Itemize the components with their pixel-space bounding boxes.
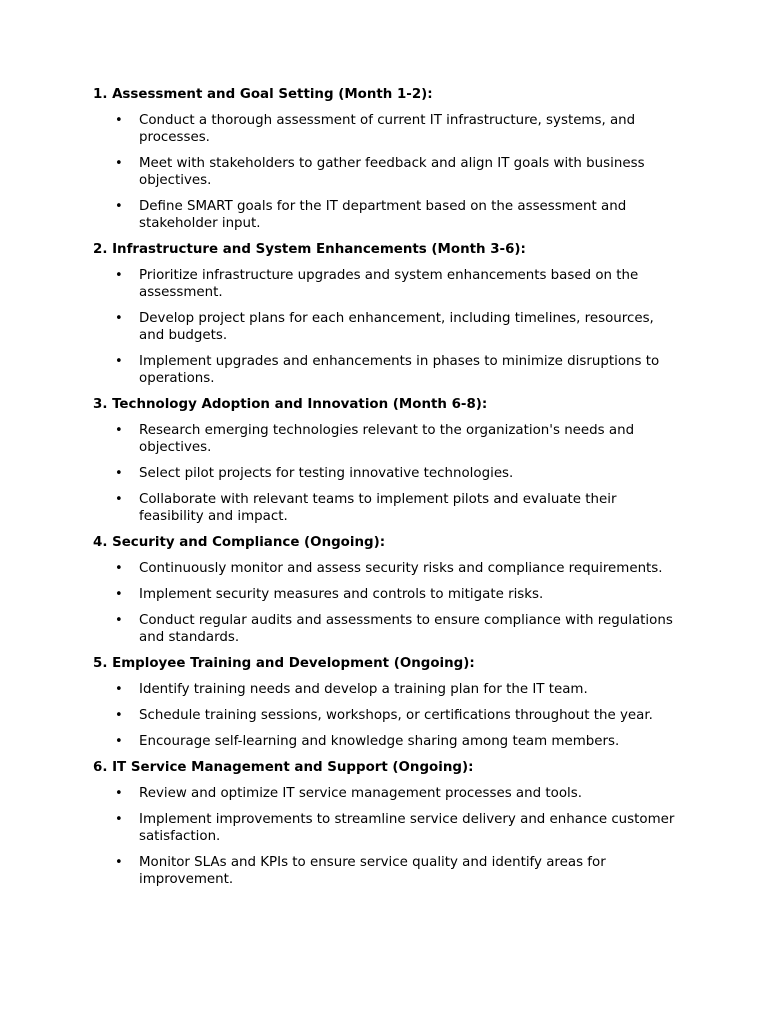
document-page [93,86,683,897]
section-technology-adoption [93,396,683,525]
list-item: • Conduct a thorough assessment of current IT infrastructure, systems, and processes. [139,112,683,146]
list-item: • Collaborate with relevant teams to implement pilots and evaluate their feasibility and impact. [139,491,683,525]
list-item: • Continuously monitor and assess security risks and compliance requirements. [139,560,683,577]
section-heading: 5. Employee Training and Development (Ongoing): [93,656,475,671]
section-security-compliance [93,534,683,646]
list-item: • Identify training needs and develop a training plan for the IT team. [139,681,683,698]
section-heading: 1. Assessment and Goal Setting (Month 1-2): [93,87,433,102]
list-item: • Prioritize infrastructure upgrades and system enhancements based on the assessment. [139,267,683,301]
list-item: • Encourage self-learning and knowledge sharing among team members. [139,733,683,750]
list-item: • Implement upgrades and enhancements in phases to minimize disruptions to operations. [139,353,683,387]
bullet-list [93,785,683,888]
list-item: • Conduct regular audits and assessments to ensure compliance with regulations and standards. [139,612,683,646]
section-assessment-goal-setting [93,86,683,232]
list-item: • Monitor SLAs and KPIs to ensure service quality and identify areas for improvement. [139,854,683,888]
list-item: • Define SMART goals for the IT department based on the assessment and stakeholder input. [139,198,683,232]
section-heading: 4. Security and Compliance (Ongoing): [93,535,386,550]
bullet-list [93,112,683,232]
bullet-list [93,560,683,646]
list-item: • Implement improvements to streamline service delivery and enhance customer satisfaction. [139,811,683,845]
list-item: • Select pilot projects for testing innovative technologies. [139,465,683,482]
section-it-service-management [93,759,683,888]
section-heading: 3. Technology Adoption and Innovation (Month 6-8): [93,397,488,412]
list-item: • Research emerging technologies relevant to the organization's needs and objectives. [139,422,683,456]
list-item: • Develop project plans for each enhancement, including timelines, resources, and budgets. [139,310,683,344]
section-heading: 2. Infrastructure and System Enhancements (Month 3-6): [93,242,526,257]
section-employee-training [93,655,683,750]
bullet-list [93,681,683,750]
section-infrastructure-enhancements [93,241,683,387]
bullet-list [93,422,683,525]
list-item: • Schedule training sessions, workshops, or certifications throughout the year. [139,707,683,724]
list-item: • Meet with stakeholders to gather feedback and align IT goals with business objectives. [139,155,683,189]
list-item: • Implement security measures and controls to mitigate risks. [139,586,683,603]
list-item: • Review and optimize IT service management processes and tools. [139,785,683,802]
bullet-list [93,267,683,387]
section-heading: 6. IT Service Management and Support (Ongoing): [93,760,474,775]
